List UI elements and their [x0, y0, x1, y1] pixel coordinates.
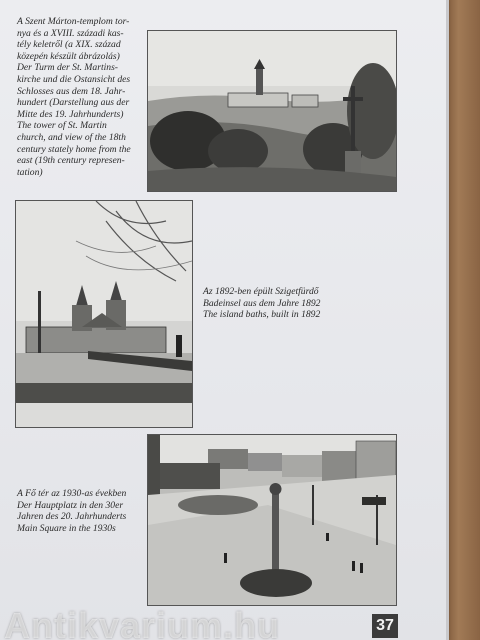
wooden-table-background: [444, 0, 480, 640]
page-number: 37: [372, 614, 398, 638]
caption-line: Schlosses aus dem 18. Jahr-: [17, 85, 126, 97]
caption-line: kirche und die Ostansicht des: [17, 73, 131, 85]
caption-line: Az 1892-ben épült Szigetfürdő: [203, 286, 319, 297]
caption-line: The island baths, built in 1892: [203, 309, 321, 321]
engraving-church-and-castle: [147, 30, 397, 192]
caption-line: Main Square in the 1930s: [17, 522, 116, 534]
page-edge: [446, 0, 449, 640]
caption-line: A Szent Márton-templom tor-: [17, 16, 130, 27]
caption-line: Mitte des 19. Jahrhunderts): [17, 108, 124, 120]
caption-line: The tower of St. Martin: [17, 120, 107, 132]
caption-line: Badeinsel aus dem Jahre 1892: [203, 297, 321, 309]
caption-line: century stately home from the: [17, 143, 131, 155]
watermark-text: Antikvarium.hu: [4, 606, 281, 640]
caption-line: Jahren des 20. Jahrhunderts: [17, 511, 127, 523]
caption-main-square: [17, 488, 126, 534]
caption-line: közepén készült ábrázolás): [17, 50, 120, 62]
caption-line: nya és a XVIII. századi kas-: [17, 27, 124, 39]
caption-line: hundert (Darstellung aus der: [17, 97, 130, 109]
caption-island-baths: [203, 286, 320, 321]
caption-line: east (19th century represen-: [17, 155, 125, 167]
caption-line: church, and view of the 18th: [17, 131, 126, 143]
caption-church-tower: [17, 16, 131, 178]
caption-line: tély keletről (a XIX. század: [17, 39, 121, 51]
caption-line: tation): [17, 166, 43, 178]
photo-main-square: [147, 434, 397, 606]
photo-island-baths: [15, 200, 193, 428]
caption-line: Der Hauptplatz in den 30er: [17, 499, 124, 511]
caption-line: Der Turm der St. Martins-: [17, 62, 119, 74]
caption-line: A Fő tér az 1930-as években: [17, 488, 127, 499]
